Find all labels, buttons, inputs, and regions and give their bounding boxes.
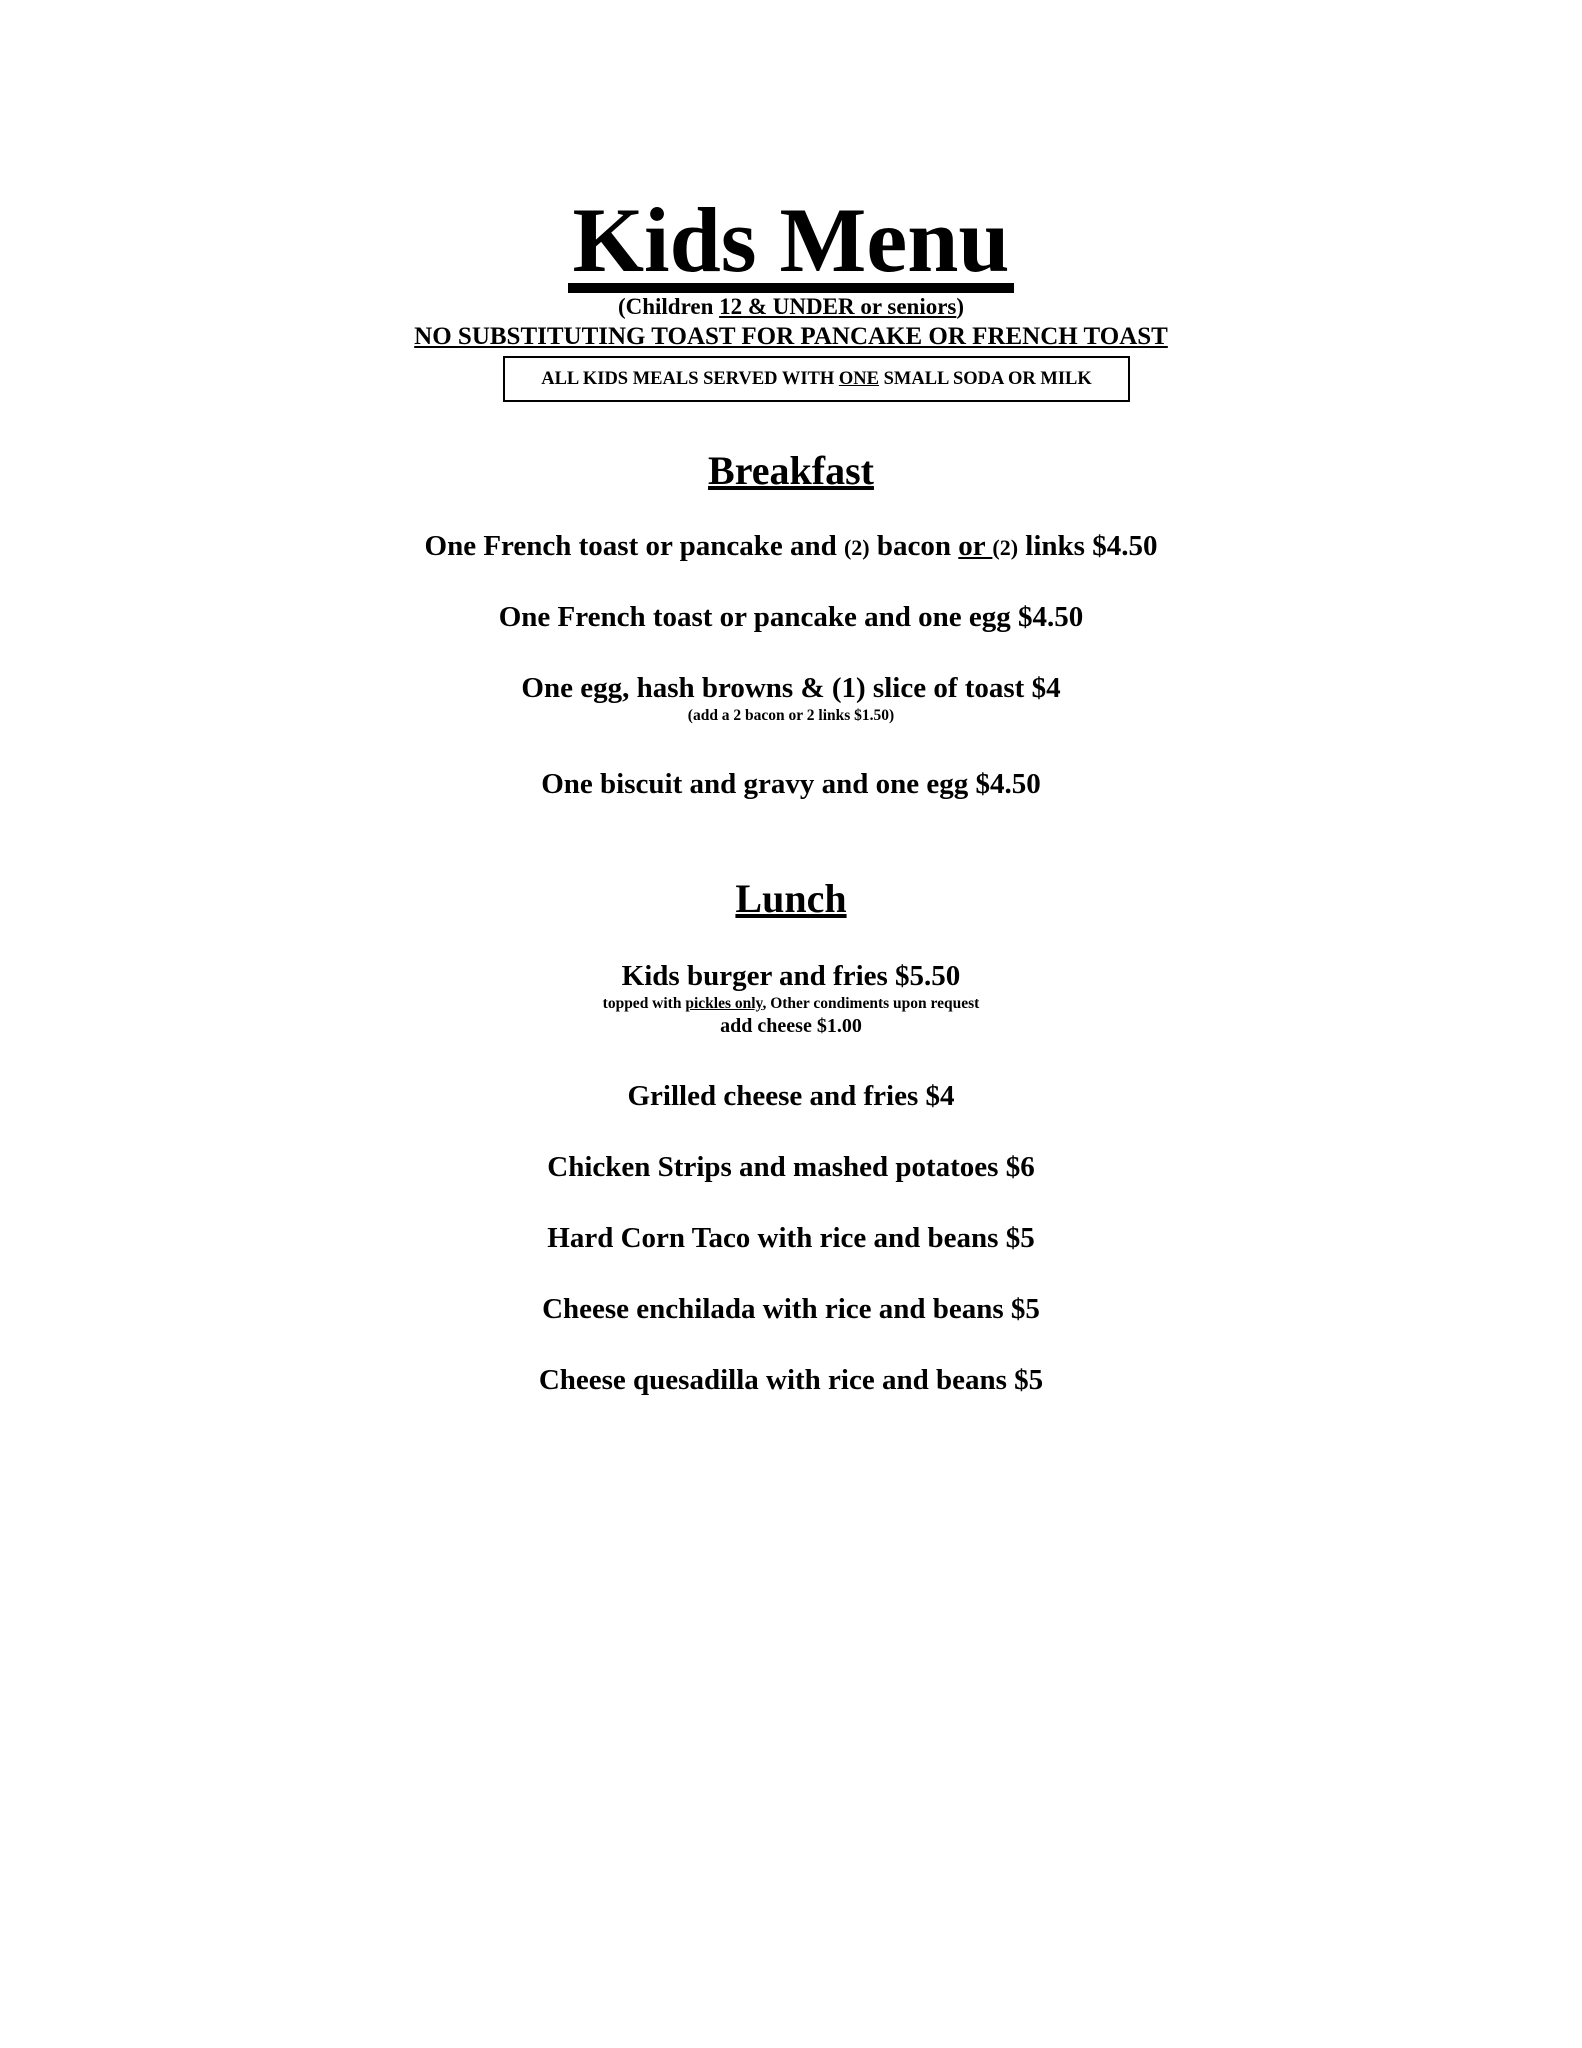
breakfast-item-1-qty1: (2) [843, 535, 870, 560]
eligibility-close: ) [956, 294, 965, 319]
lunch-item-3: Chicken Strips and mashed potatoes $6 [547, 1151, 1035, 1183]
eligibility-line [0, 293, 1582, 321]
lunch-item-1-note [0, 995, 1582, 1013]
breakfast-item-1-part2: bacon [869, 530, 959, 562]
lunch-item-1-addon: add cheese $1.00 [720, 1015, 862, 1037]
lunch-item-6: Cheese quesadilla with rice and beans $5 [538, 1364, 1044, 1396]
breakfast-item-1-part1: One French toast or pancake and [424, 530, 844, 562]
lunch-item-1-note-before: topped with [602, 995, 686, 1012]
lunch-item-1-note-underlined: pickles only [685, 995, 763, 1012]
eligibility-ages: 12 & UNDER or seniors [719, 294, 957, 319]
breakfast-item-1-qty2: (2) [992, 535, 1019, 560]
eligibility-open: (Children [617, 294, 720, 319]
lunch-item-5: Cheese enchilada with rice and beans $5 [542, 1293, 1040, 1325]
drink-notice-emphasis: ONE [838, 369, 879, 389]
drink-notice-after: SMALL SODA OR MILK [878, 369, 1092, 389]
drink-notice-before: ALL KIDS MEALS SERVED WITH [541, 369, 839, 389]
lunch-item-2: Grilled cheese and fries $4 [627, 1080, 955, 1112]
substitution-notice: NO SUBSTITUTING TOAST FOR PANCAKE OR FRENCH TOAST [414, 323, 1168, 350]
breakfast-item-1 [0, 529, 1582, 565]
menu-title [0, 190, 1582, 293]
menu-title-text: Kids Menu [568, 197, 1013, 293]
breakfast-item-4: One biscuit and gravy and one egg $4.50 [541, 768, 1041, 800]
lunch-item-1-note-after: , Other condiments upon request [762, 995, 980, 1012]
lunch-item-4: Hard Corn Taco with rice and beans $5 [547, 1222, 1035, 1254]
drink-notice-box [503, 356, 1130, 402]
breakfast-item-1-part3: links $4.50 [1018, 530, 1158, 562]
breakfast-item-3-note: (add a 2 bacon or 2 links $1.50) [687, 707, 895, 724]
breakfast-item-1-or: or [958, 530, 993, 562]
breakfast-heading: Breakfast [708, 448, 874, 493]
lunch-heading: Lunch [735, 876, 847, 921]
lunch-item-1: Kids burger and fries $5.50 [621, 960, 961, 992]
breakfast-item-2: One French toast or pancake and one egg $4.50 [498, 601, 1084, 633]
breakfast-item-3: One egg, hash browns & (1) slice of toast $4 [521, 672, 1061, 704]
